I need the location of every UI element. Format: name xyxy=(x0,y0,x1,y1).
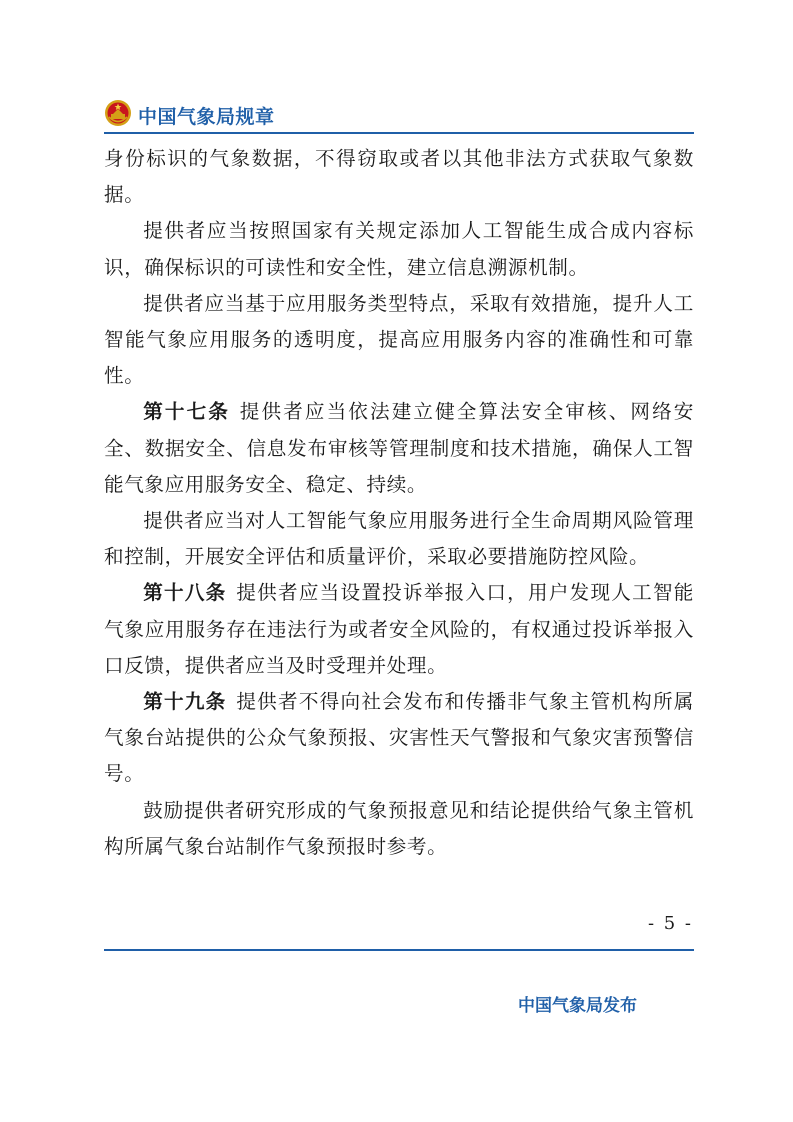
paragraph-text: 提供者应当设置投诉举报入口，用户发现人工智能气象应用服务存在违法行为或者安全风险的，有权通过投诉举报入口反馈，提供者应当及时受理并处理。 xyxy=(104,581,695,677)
page-number: - 5 - xyxy=(647,913,693,934)
paragraph-text: 身份标识的气象数据，不得窃取或者以其他非法方式获取气象数据。 xyxy=(104,147,694,207)
paragraph-text: 提供者应当依法建立健全算法安全审核、网络安全、数据安全、信息发布审核等管理制度和技术措施，确保人工智能气象应用服务安全、稳定、持续。 xyxy=(104,400,694,496)
page-header xyxy=(104,96,694,136)
article-number: 第十八条 xyxy=(143,581,227,605)
publisher-label: 中国气象局发布 xyxy=(518,996,637,1016)
paragraph xyxy=(104,684,694,793)
header-divider xyxy=(104,132,694,134)
paragraph xyxy=(104,575,694,684)
paragraph xyxy=(104,213,694,285)
header-title: 中国气象局规章 xyxy=(138,106,275,128)
paragraph xyxy=(104,793,694,865)
paragraph-text: 提供者不得向社会发布和传播非气象主管机构所属气象台站提供的公众气象预报、灾害性天气警报和气象灾害预警信号。 xyxy=(104,690,695,786)
paragraph-text: 提供者应当基于应用服务类型特点，采取有效措施，提升人工智能气象应用服务的透明度，提高应用服务内容的准确性和可靠性。 xyxy=(104,291,694,388)
paragraph xyxy=(104,141,694,213)
article-number: 第十九条 xyxy=(143,690,227,714)
paragraph-text: 提供者应当按照国家有关规定添加人工智能生成合成内容标识，确保标识的可读性和安全性，建立信息溯源机制。 xyxy=(104,219,694,279)
article-number: 第十七条 xyxy=(143,400,230,424)
footer-divider xyxy=(104,949,694,951)
national-emblem-icon xyxy=(104,99,132,127)
paragraph xyxy=(104,503,694,575)
paragraph xyxy=(104,286,694,395)
paragraph xyxy=(104,394,694,503)
paragraph-text: 鼓励提供者研究形成的气象预报意见和结论提供给气象主管机构所属气象台站制作气象预报时参考。 xyxy=(104,798,694,858)
paragraph-text: 提供者应当对人工智能气象应用服务进行全生命周期风险管理和控制，开展安全评估和质量评价，采取必要措施防控风险。 xyxy=(104,509,694,569)
document-body xyxy=(104,141,694,865)
